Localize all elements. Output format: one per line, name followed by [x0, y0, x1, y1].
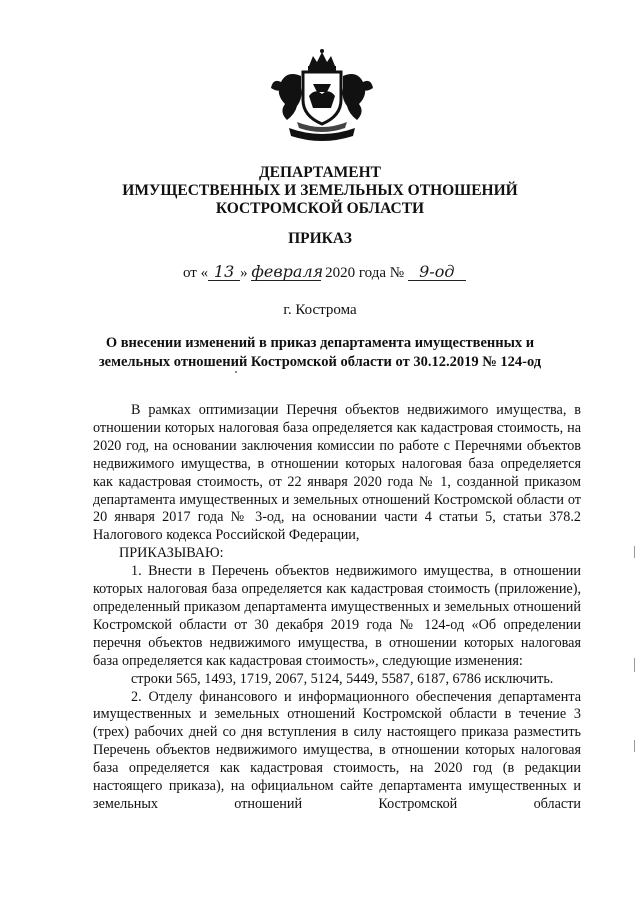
- margin-mark: [634, 546, 635, 558]
- item-1-paragraph: 1. Внести в Перечень объектов недвижимого имущества, в отношении которых налоговая база определяется как кадастровая стоимость (приложение), определенный приказом департамента имущественных и земельных отношений Костромской области от 30 декабря 2019 года № 124-од «Об определении перечня объектов недвижимого имущества, в отношении которых налоговая база определяется как кадастровая стоимость», следующие изменения:: [93, 563, 581, 669]
- order-date-line: [183, 262, 466, 282]
- order-number-handwritten: 9-од: [408, 262, 466, 281]
- order-year-label: 2020 года №: [325, 265, 405, 281]
- date-prefix: от «: [183, 265, 209, 281]
- margin-mark: [634, 740, 635, 752]
- margin-mark: [634, 658, 635, 672]
- scan-dot: [235, 371, 237, 373]
- item-2-paragraph: 2. Отделу финансового и информационного обеспечения департамента имущественных и земельных отношений Костромской области в течение 3 (трех) рабочих дней со дня вступления в силу настоящего приказа разместить Перечень объектов недвижимого имущества, в отношении которых налоговая база определяется как кадастровая стоимость, на 2020 год (в редакции настоящего приказа), на официальном сайте департамента имущественных и земельных отношений Костромской области: [93, 688, 581, 812]
- order-month-handwritten: февраля: [251, 262, 324, 281]
- city-line: г. Кострома: [283, 302, 357, 318]
- order-day-handwritten: 13: [208, 262, 240, 281]
- department-name-line-2: ИМУЩЕСТВЕННЫХ И ЗЕМЕЛЬНЫХ ОТНОШЕНИЙ: [122, 182, 518, 199]
- department-name-line-3: КОСТРОМСКОЙ ОБЛАСТИ: [215, 200, 425, 217]
- document-type-title: ПРИКАЗ: [288, 230, 352, 247]
- order-directive: ПРИКАЗЫВАЮ:: [119, 545, 224, 562]
- date-mid: »: [240, 265, 248, 281]
- order-body: [93, 402, 581, 814]
- department-name-line-1: ДЕПАРТАМЕНТ: [258, 164, 382, 181]
- order-subject: О внесении изменений в приказ департамента имущественных и земельных отношений Костромской области от 30.12.2019 № 124-од: [98, 335, 542, 370]
- intro-paragraph: В рамках оптимизации Перечня объектов недвижимого имущества, в отношении которых налоговая база определяется как кадастровая стоимость, на 2020 год, на основании заключения комиссии по работе с Перечнями объектов недвижимого имущества, в отношении которых налоговая база определяется как кадастровая стоимость, от 22 января 2020 года № 1, созданной приказом департамента имущественных и земельных отношений Костромской области от 20 января 2017 года № 3-од, на основании части 4 статьи 5, статьи 378.2 Налогового кодекса Российской Федерации,: [93, 402, 581, 544]
- kostroma-coat-of-arms-icon: [267, 48, 377, 148]
- item-1-rows: строки 565, 1493, 1719, 2067, 5124, 5449, 5587, 6187, 6786 исключить.: [131, 670, 554, 687]
